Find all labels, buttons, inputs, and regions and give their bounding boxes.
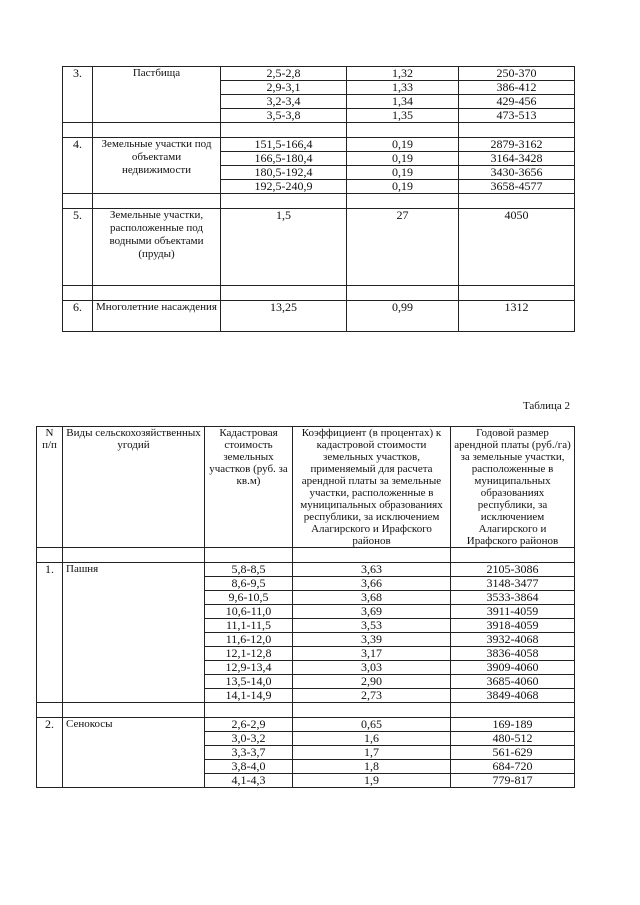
cadastral-value: 11,6-12,0	[205, 633, 293, 647]
annual-rent: 3148-3477	[451, 577, 575, 591]
gap-cell	[93, 194, 221, 209]
cadastral-value: 4,1-4,3	[205, 774, 293, 788]
gap-cell	[459, 194, 575, 209]
table-row	[63, 67, 575, 81]
gap-cell	[63, 548, 205, 563]
cadastral-value: 2,5-2,8	[221, 67, 347, 81]
table-1	[62, 66, 575, 332]
row-number: 4.	[63, 138, 93, 194]
coefficient: 1,34	[347, 95, 459, 109]
annual-rent: 480-512	[451, 732, 575, 746]
cadastral-value: 5,8-8,5	[205, 563, 293, 577]
annual-rent: 779-817	[451, 774, 575, 788]
annual-rent: 2879-3162	[459, 138, 575, 152]
row-number: 5.	[63, 209, 93, 286]
coefficient: 0,19	[347, 166, 459, 180]
annual-rent: 3685-4060	[451, 675, 575, 689]
cadastral-value: 180,5-192,4	[221, 166, 347, 180]
cadastral-value: 1,5	[221, 209, 347, 286]
land-type-name: Многолетние насаждения	[93, 301, 221, 332]
coefficient: 1,35	[347, 109, 459, 123]
annual-rent: 3932-4068	[451, 633, 575, 647]
cadastral-value: 11,1-11,5	[205, 619, 293, 633]
gap-cell	[93, 286, 221, 301]
annual-rent: 2105-3086	[451, 563, 575, 577]
gap-cell	[221, 123, 347, 138]
gap-cell	[37, 548, 63, 563]
gap-cell	[459, 123, 575, 138]
coefficient: 0,65	[293, 718, 451, 732]
cadastral-value: 14,1-14,9	[205, 689, 293, 703]
header-cadastral-value: Кадастровая стоимость земельных участков (руб. за кв.м)	[205, 427, 293, 548]
gap-cell	[347, 286, 459, 301]
gap-cell	[37, 703, 63, 718]
group-gap	[63, 286, 575, 301]
table-row	[37, 718, 575, 732]
annual-rent: 3909-4060	[451, 661, 575, 675]
row-number: 3.	[63, 67, 93, 123]
coefficient: 3,53	[293, 619, 451, 633]
cadastral-value: 9,6-10,5	[205, 591, 293, 605]
table-2-header-row	[37, 427, 575, 548]
row-number: 1.	[37, 563, 63, 703]
row-number: 2.	[37, 718, 63, 788]
header-coefficient: Коэффициент (в процентах) к кадастровой стоимости земельных участков, применяемый для расчета арендной платы за земельные участки, расположенные в муниципальных образованиях республики, за исключением Алагирского и Ирафского районов	[293, 427, 451, 548]
cadastral-value: 3,3-3,7	[205, 746, 293, 760]
land-type-name: Сенокосы	[63, 718, 205, 788]
gap-cell	[93, 123, 221, 138]
annual-rent: 3836-4058	[451, 647, 575, 661]
annual-rent: 684-720	[451, 760, 575, 774]
coefficient: 3,03	[293, 661, 451, 675]
coefficient: 3,63	[293, 563, 451, 577]
table-row	[37, 563, 575, 577]
coefficient: 3,66	[293, 577, 451, 591]
cadastral-value: 10,6-11,0	[205, 605, 293, 619]
cadastral-value: 166,5-180,4	[221, 152, 347, 166]
annual-rent: 473-513	[459, 109, 575, 123]
cadastral-value: 3,5-3,8	[221, 109, 347, 123]
cadastral-value: 3,0-3,2	[205, 732, 293, 746]
coefficient: 1,9	[293, 774, 451, 788]
gap-cell	[347, 194, 459, 209]
cadastral-value: 3,8-4,0	[205, 760, 293, 774]
gap-cell	[63, 703, 205, 718]
annual-rent: 4050	[459, 209, 575, 286]
coefficient: 3,17	[293, 647, 451, 661]
annual-rent: 3430-3656	[459, 166, 575, 180]
land-type-name: Земельные участки под объектами недвижимости	[93, 138, 221, 194]
annual-rent: 3164-3428	[459, 152, 575, 166]
coefficient: 1,8	[293, 760, 451, 774]
row-number: 6.	[63, 301, 93, 332]
header-num: N п/п	[37, 427, 63, 548]
cadastral-value: 13,5-14,0	[205, 675, 293, 689]
table-2	[36, 426, 575, 788]
annual-rent: 386-412	[459, 81, 575, 95]
group-gap	[37, 548, 575, 563]
group-gap	[37, 703, 575, 718]
annual-rent: 3533-3864	[451, 591, 575, 605]
annual-rent: 1312	[459, 301, 575, 332]
coefficient: 2,90	[293, 675, 451, 689]
land-type-name: Земельные участки, расположенные под водными объектами (пруды)	[93, 209, 221, 286]
land-type-name: Пашня	[63, 563, 205, 703]
coefficient: 1,7	[293, 746, 451, 760]
annual-rent: 3849-4068	[451, 689, 575, 703]
header-annual-rent: Годовой размер арендной платы (руб./га) за земельные участки, расположенные в муниципальных образованиях республики, за исключением Алагирского и Ирафского районов	[451, 427, 575, 548]
coefficient: 0,99	[347, 301, 459, 332]
gap-cell	[221, 194, 347, 209]
gap-cell	[293, 703, 451, 718]
coefficient: 27	[347, 209, 459, 286]
gap-cell	[459, 286, 575, 301]
annual-rent: 169-189	[451, 718, 575, 732]
cadastral-value: 2,6-2,9	[205, 718, 293, 732]
header-land-type: Виды сельскохозяйственных угодий	[63, 427, 205, 548]
gap-cell	[451, 548, 575, 563]
cadastral-value: 2,9-3,1	[221, 81, 347, 95]
coefficient: 2,73	[293, 689, 451, 703]
cadastral-value: 12,9-13,4	[205, 661, 293, 675]
gap-cell	[293, 548, 451, 563]
coefficient: 1,32	[347, 67, 459, 81]
table-row	[63, 138, 575, 152]
cadastral-value: 12,1-12,8	[205, 647, 293, 661]
cadastral-value: 13,25	[221, 301, 347, 332]
annual-rent: 561-629	[451, 746, 575, 760]
coefficient: 3,69	[293, 605, 451, 619]
cadastral-value: 192,5-240,9	[221, 180, 347, 194]
coefficient: 0,19	[347, 152, 459, 166]
annual-rent: 3911-4059	[451, 605, 575, 619]
gap-cell	[205, 548, 293, 563]
gap-cell	[63, 286, 93, 301]
gap-cell	[63, 194, 93, 209]
annual-rent: 3658-4577	[459, 180, 575, 194]
table-row	[63, 209, 575, 286]
annual-rent: 429-456	[459, 95, 575, 109]
cadastral-value: 8,6-9,5	[205, 577, 293, 591]
coefficient: 1,6	[293, 732, 451, 746]
gap-cell	[221, 286, 347, 301]
cadastral-value: 3,2-3,4	[221, 95, 347, 109]
annual-rent: 250-370	[459, 67, 575, 81]
table-row	[63, 301, 575, 332]
annual-rent: 3918-4059	[451, 619, 575, 633]
coefficient: 3,68	[293, 591, 451, 605]
group-gap	[63, 123, 575, 138]
coefficient: 0,19	[347, 138, 459, 152]
group-gap	[63, 194, 575, 209]
gap-cell	[451, 703, 575, 718]
coefficient: 1,33	[347, 81, 459, 95]
gap-cell	[205, 703, 293, 718]
land-type-name: Пастбища	[93, 67, 221, 123]
coefficient: 0,19	[347, 180, 459, 194]
table-2-caption: Таблица 2	[522, 400, 570, 412]
cadastral-value: 151,5-166,4	[221, 138, 347, 152]
gap-cell	[347, 123, 459, 138]
gap-cell	[63, 123, 93, 138]
coefficient: 3,39	[293, 633, 451, 647]
